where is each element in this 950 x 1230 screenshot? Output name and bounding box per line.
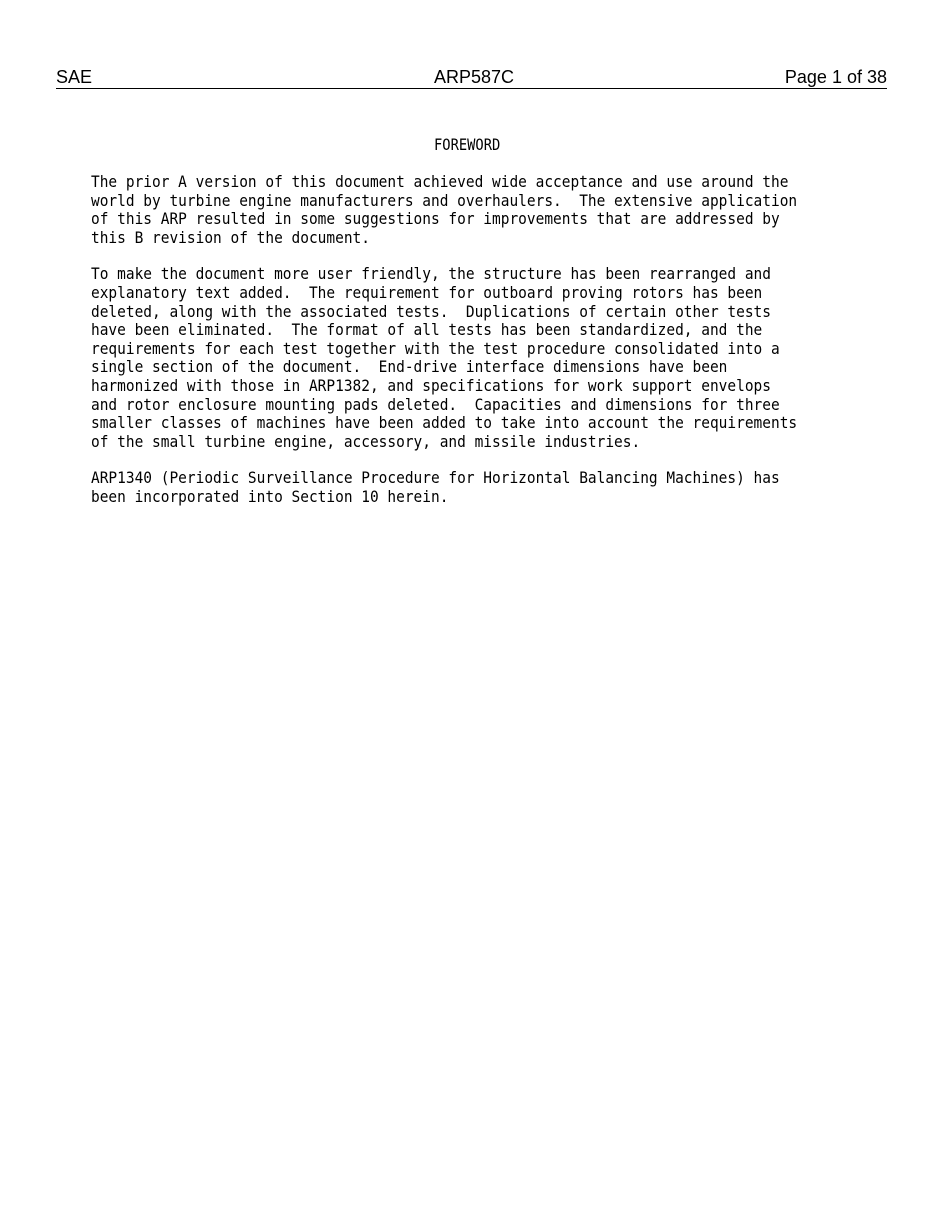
header-document-number: ARP587C: [434, 67, 515, 87]
section-heading: FOREWORD: [434, 135, 501, 154]
paragraph-arp1340: ARP1340 (Periodic Surveillance Procedure for Horizontal Balancing Machines) has been incorporated into Section 10 herein.: [91, 468, 780, 506]
page-header: [56, 67, 887, 89]
paragraph-changes: To make the document more user friendly, the structure has been rearranged and explanatory text added. The requirement for outboard proving rotors has been deleted, along with the associated tests. Duplications of certain other tests have been eliminated. The format of all tests has been standardized, and the requirements for each test together with the test procedure consolidated into a single section of the document. End-drive interface dimensions have been harmonized with those in ARP1382, and specifications for work support envelops and rotor enclosure mounting pads deleted. Capacities and dimensions for three smaller classes of machines have been added to take into account the requirements of the small turbine engine, accessory, and missile industries.: [91, 264, 798, 451]
document-body: [91, 173, 881, 525]
header-organization: SAE: [56, 67, 93, 87]
paragraph-prior-version: The prior A version of this document achieved wide acceptance and use around the world by turbine engine manufacturers and overhaulers. The extensive application of this ARP resulted in some suggestions for improvements that are addressed by this B revision of the document.: [91, 172, 798, 247]
header-page-number: Page 1 of 38: [784, 67, 887, 87]
